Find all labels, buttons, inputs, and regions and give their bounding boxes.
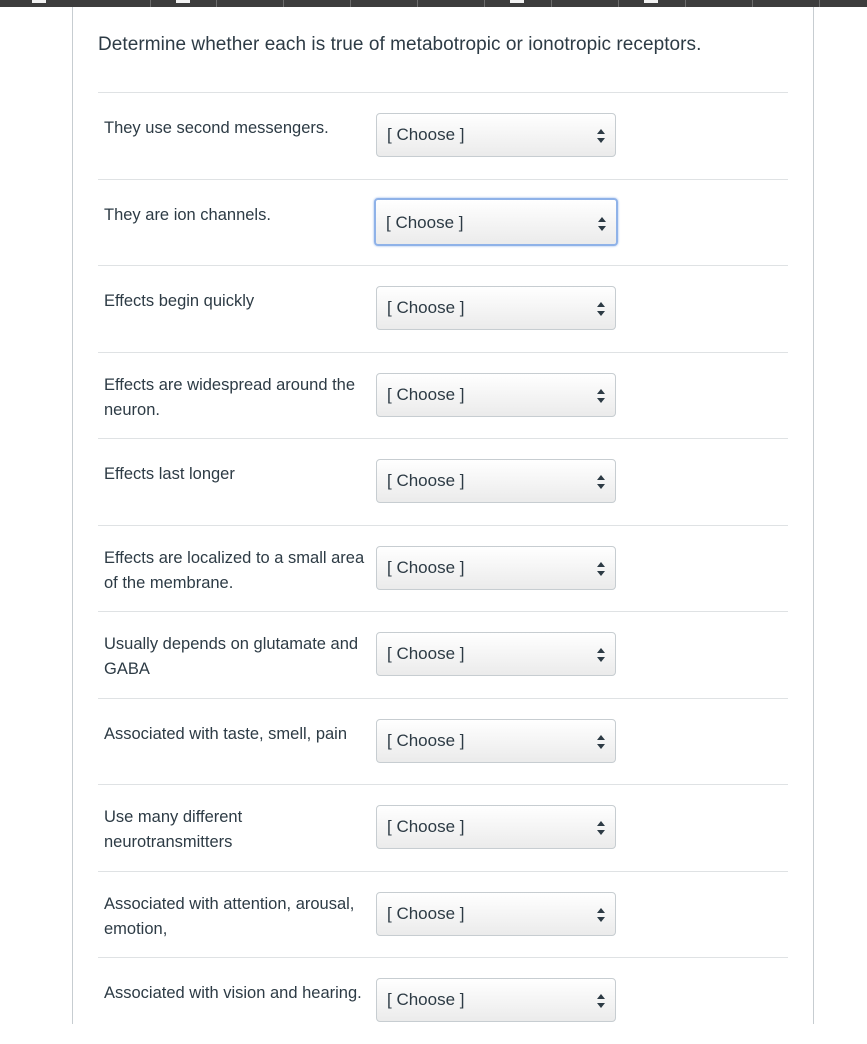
sort-arrows-icon [596, 991, 606, 1011]
match-prompt-text: Associated with vision and hearing. [104, 984, 362, 1002]
selected-value: [ Choose ] [387, 125, 465, 144]
sort-arrows-icon [596, 818, 606, 838]
match-row [98, 352, 788, 439]
toolbar-divider [150, 0, 151, 7]
toolbar-divider [283, 0, 284, 7]
toolbar-divider [685, 0, 686, 7]
toolbar-icon [510, 0, 524, 3]
match-row [98, 179, 788, 266]
toolbar-icon [32, 0, 46, 3]
toolbar-divider [819, 0, 820, 7]
match-row [98, 957, 788, 1044]
answer-select[interactable] [376, 286, 616, 330]
match-row [98, 611, 788, 698]
sort-arrows-icon [596, 905, 606, 925]
selected-value: [ Choose ] [387, 384, 465, 404]
match-prompt-text: Usually depends on glutamate and GABA [104, 635, 359, 678]
selected-value: [ Choose ] [387, 298, 465, 317]
match-prompt-text: They are ion channels. [104, 205, 271, 224]
answer-select[interactable] [376, 373, 616, 417]
sort-arrows-icon [596, 472, 606, 492]
selected-value: [ Choose ] [387, 557, 465, 577]
match-prompt-text: Associated with taste, smell, pain [104, 724, 348, 743]
sort-arrows-icon [597, 214, 607, 234]
answer-select[interactable] [376, 546, 616, 590]
toolbar-divider [618, 0, 619, 7]
question-prompt: Determine whether each is true of metabotropic or ionotropic receptors. [98, 34, 702, 55]
selected-value: [ Choose ] [387, 644, 465, 663]
match-prompt-text: Effects last longer [104, 465, 235, 483]
match-row [98, 698, 788, 785]
sort-arrows-icon [596, 645, 606, 665]
match-row [98, 784, 788, 871]
toolbar-divider [752, 0, 753, 7]
answer-select[interactable] [376, 459, 616, 503]
answer-select[interactable] [376, 978, 616, 1022]
answer-select[interactable] [374, 198, 618, 246]
sort-arrows-icon [596, 732, 606, 752]
answer-select[interactable] [376, 719, 616, 763]
match-prompt-text: Effects are widespread around the neuron. [104, 375, 356, 419]
match-prompt-text: They use second messengers. [104, 119, 329, 137]
match-row [98, 525, 788, 612]
matching-list [98, 92, 788, 1044]
match-row [98, 92, 788, 179]
sort-arrows-icon [596, 559, 606, 579]
toolbar-divider [484, 0, 485, 7]
selected-value: [ Choose ] [386, 212, 464, 232]
sort-arrows-icon [596, 299, 606, 319]
toolbar-icon [176, 0, 190, 3]
selected-value: [ Choose ] [387, 990, 465, 1009]
selected-value: [ Choose ] [387, 730, 465, 750]
toolbar-icon [644, 0, 658, 3]
selected-value: [ Choose ] [387, 471, 465, 490]
match-prompt-text: Use many different neurotransmitters [104, 808, 243, 851]
match-prompt-text: Effects begin quickly [104, 292, 255, 310]
toolbar-divider [551, 0, 552, 7]
selected-value: [ Choose ] [387, 903, 465, 923]
answer-select[interactable] [376, 892, 616, 936]
toolbar-divider [350, 0, 351, 7]
top-toolbar-strip [0, 0, 867, 7]
answer-select[interactable] [376, 113, 616, 157]
match-prompt-text: Associated with attention, arousal, emotion, [104, 894, 355, 938]
answer-select[interactable] [376, 805, 616, 849]
toolbar-divider [216, 0, 217, 7]
toolbar-divider [417, 0, 418, 7]
match-prompt-text: Effects are localized to a small area of the membrane. [104, 548, 365, 592]
selected-value: [ Choose ] [387, 817, 465, 836]
sort-arrows-icon [596, 126, 606, 146]
match-row [98, 265, 788, 352]
sort-arrows-icon [596, 386, 606, 406]
match-row [98, 871, 788, 958]
match-row [98, 438, 788, 525]
answer-select[interactable] [376, 632, 616, 676]
